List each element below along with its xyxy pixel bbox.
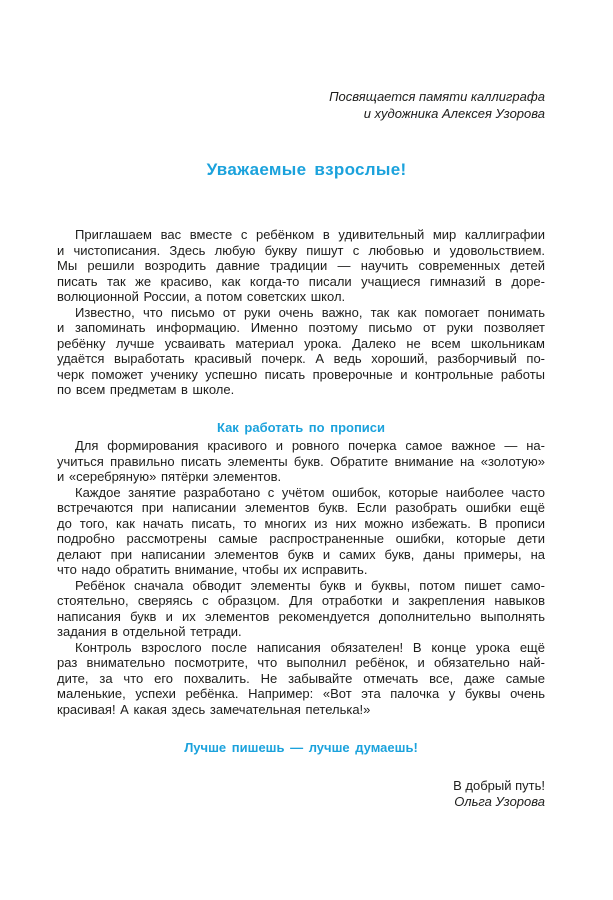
text-line: красивая! А какая здесь замечательная петелька!»	[57, 701, 371, 717]
paragraph	[57, 305, 545, 398]
text-line: задания в отдельной тетради.	[57, 624, 242, 639]
text-line: Известно, что письмо от руки очень важно, так как помогает понимать	[75, 304, 545, 320]
text-line: учиться правильно писать элементы букв. Обратите внимание на «золотую»	[57, 453, 545, 469]
text-line: Контроль взрослого после написания обязателен! В конце урока ещё	[75, 639, 545, 655]
text-line: маленькие, успехи ребёнка. Например: «Вот эта палочка у буквы очень	[57, 686, 545, 701]
text-line: писать так же красиво, как когда-то писали учащиеся гимназий в доре-	[57, 273, 545, 289]
intro-text	[57, 227, 545, 398]
dedication	[329, 88, 545, 122]
text-line: что надо обратить внимание, чтобы их исправить.	[57, 562, 368, 577]
section-text	[57, 438, 545, 717]
motto: Лучше пишешь — лучше думаешь!	[184, 740, 418, 755]
paragraph	[57, 438, 545, 485]
text-line: Ребёнок сначала обводит элементы букв и буквы, потом пишет само-	[75, 577, 545, 593]
text-line: и чистописания. Здесь любую букву пишут с любовью и удовольствием.	[57, 242, 545, 258]
text-line: ребёнку лучше усваивать материал урока. Далеко не всем школьникам	[57, 335, 545, 351]
text-line: раз внимательно посмотрите, что выполнил ребёнок, и обязательно най-	[57, 655, 545, 670]
text-line: волюционной России, а потом советских школ.	[57, 289, 346, 304]
paragraph	[57, 227, 545, 305]
text-line: дите, за что его похвалить. Не забывайте отмечать все, даже самые	[57, 670, 545, 686]
paragraph	[57, 485, 545, 578]
text-line: Каждое занятие разработано с учётом ошибок, которые наиболее часто	[75, 484, 545, 500]
text-line: написания букв и их элементов рекомендуется дополнительно выполнять	[57, 608, 545, 624]
signature-wish: В добрый путь!	[453, 778, 545, 793]
dedication-line: и художника Алексея Узорова	[363, 106, 545, 121]
paragraph	[57, 578, 545, 640]
dedication-line: Посвящается памяти каллиграфа	[329, 89, 545, 104]
text-line: до того, как начать писать, то многих из них можно избежать. В прописи	[57, 515, 545, 531]
text-line: Мы решили возродить давние традиции — научить современных детей	[57, 258, 545, 273]
text-line: и запоминать информацию. Именно поэтому письмо от руки позволяет	[57, 320, 545, 335]
text-line: подробно рассмотрены самые распространенные ошибки, которые дети	[57, 531, 545, 546]
text-line: встречаются при написании элементов букв. Если разобрать ошибки ещё	[57, 500, 545, 515]
text-line: удаётся выработать красивый почерк. А ведь хороший, разборчивый по-	[57, 351, 545, 366]
section-heading: Как работать по прописи	[216, 420, 386, 435]
signature-author: Ольга Узорова	[454, 794, 545, 809]
signature	[453, 778, 545, 810]
paragraph	[57, 640, 545, 718]
text-line: делают при написании элементов букв и самих букв, даны примеры, на	[57, 546, 545, 562]
text-line: стоятельно, сверяясь с образцом. Для отработки и закрепления навыков	[57, 593, 545, 608]
text-line: черк поможет ученику успешно писать проверочные и контрольные работы	[57, 366, 545, 382]
page-title: Уважаемые взрослые!	[206, 160, 407, 179]
text-line: и «серебряную» пятёрки элементов.	[57, 469, 282, 484]
text-line: Для формирования красивого и ровного почерка самое важное — на-	[75, 438, 545, 453]
text-line: по всем предметам в школе.	[57, 382, 235, 397]
text-line: Приглашаем вас вместе с ребёнком в удивительный мир каллиграфии	[75, 227, 545, 242]
